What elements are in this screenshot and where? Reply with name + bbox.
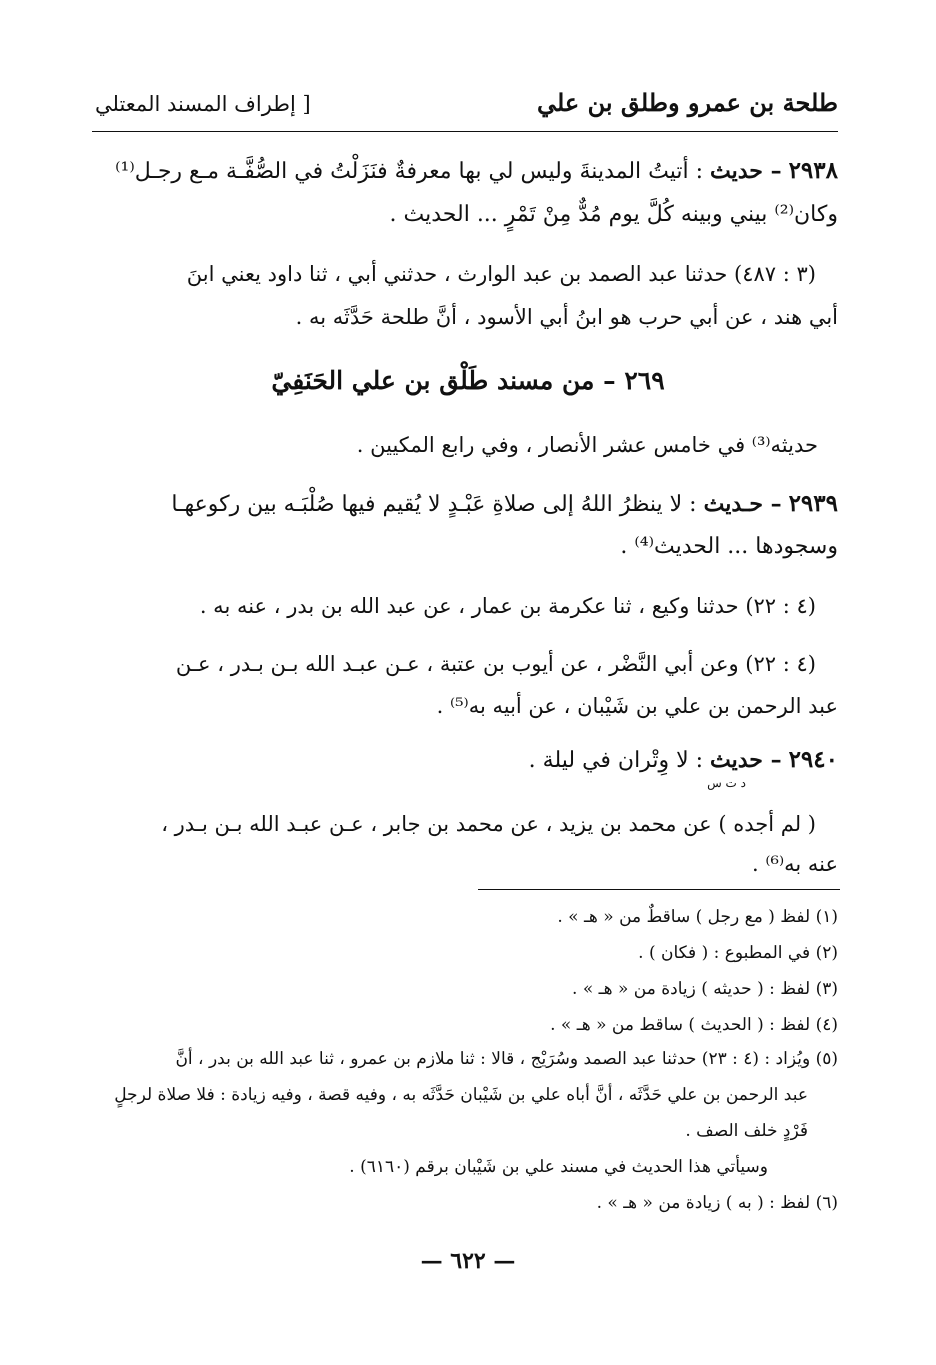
- isnad-2939-2-line-1: (٤ : ٢٢) وعن أبي النَّضْر ، عن أيوب بن عتبة ، عـن عبـد الله بـن بـدر ، عـن: [175, 652, 816, 676]
- hadith-2939-line-2: وسجودها ... الحديث⁽⁴⁾ .: [620, 534, 838, 559]
- footnote-5-line-2: عبد الرحمن بن علي حَدَّثَه ، أنَّ أباه علي بن شَيْبان حَدَّثَه به ، وفيه قصة ، وفيه زيادة : فلا صلاة لرجلٍ: [114, 1085, 808, 1105]
- hadith-text: : لا وِتْران في ليلة .: [528, 748, 704, 773]
- footnote-5-line-3: فَرْدٍ خلف الصف .: [685, 1121, 808, 1141]
- hadith-2938-line-1: [115, 157, 838, 184]
- section-intro: حديثه⁽³⁾ في خامس عشر الأنصار ، وفي رابع المكيين .: [356, 433, 818, 457]
- footnote-rule: [478, 889, 840, 890]
- footnote-3: (٣) لفظ : ( حديثه ) زيادة من « هـ » .: [572, 979, 838, 999]
- header-rule: [92, 131, 838, 132]
- footnote-4: (٤) لفظ : ( الحديث ) ساقط من « هـ » .: [550, 1015, 838, 1035]
- page-number: — ٦٢٢ —: [420, 1248, 516, 1274]
- running-title: طلحة بن عمرو وطلق بن علي: [536, 88, 838, 117]
- isnad-2939-2-line-2: عبد الرحمن بن علي بن شَيْبان ، عن أبيه به⁽⁵⁾ .: [436, 694, 838, 718]
- hadith-text: : لا ينظرُ اللهُ إلى صلاةِ عَبْـدٍ لا يُقيم فيها صُلْبَـه بين ركوعهـا: [171, 492, 697, 517]
- footnote-1: (١) لفظ ( مع رجل ) ساقطٌ من « هـ » .: [557, 907, 838, 927]
- section-heading: ٢٦٩ – من مسند طَلْق بن علي الحَنَفِيّ: [271, 366, 665, 395]
- hadith-keyword: – حديث: [710, 747, 782, 773]
- hadith-2939-line-1: [171, 490, 838, 517]
- hadith-number: ٢٩٤٠: [788, 746, 838, 773]
- footnote-5-line-4: وسيأتي هذا الحديث في مسند علي بن شَيْبان برقم (٦١٦٠) .: [349, 1157, 768, 1177]
- hadith-number: ٢٩٣٨: [788, 157, 838, 184]
- footnote-2: (٢) في المطبوع : ( فكان ) .: [638, 943, 838, 963]
- isnad-2938-line-1: (٣ : ٤٨٧) حدثنا عبد الصمد بن عبد الوارث ، حدثني أبي ، ثنا داود يعني ابنَ: [186, 262, 816, 286]
- hadith-number: ٢٩٣٩: [788, 490, 838, 517]
- hadith-text: : أتيتُ المدينةَ وليس لي بها معرفةٌ فنَزَلْتُ في الصُّفَّـة مـع رجـل⁽¹⁾: [115, 159, 704, 184]
- hadith-keyword: – حديث: [710, 158, 782, 184]
- hadith-2940-line-1: [529, 746, 838, 773]
- footnote-6: (٦) لفظ : ( به ) زيادة من « هـ » .: [596, 1193, 838, 1213]
- hadith-2938-line-2: وكان⁽²⁾ بيني وبينه كُلَّ يوم مُدٌّ مِنْ تَمْرٍ ... الحديث .: [389, 202, 838, 227]
- isnad-2938-line-2: أبي هند ، عن أبي حرب هو ابنُ أبي الأسود ، أنَّ طلحة حَدَّثَه به .: [295, 305, 838, 329]
- isnad-2940-line-2: عنه به⁽⁶⁾ .: [752, 852, 838, 876]
- isnad-2940-line-1: ( لم أجده ) عن محمد بن يزيد ، عن محمد بن جابر ، عـن عبـد الله بـن بـدر ،: [161, 812, 816, 836]
- book-title: [ إطراف المسند المعتلي: [95, 92, 311, 116]
- hadith-keyword: – حـديث: [703, 491, 782, 517]
- isnad-2939-1: (٤ : ٢٢) حدثنا وكيع ، ثنا عكرمة بن عمار ، عن عبد الله بن بدر ، عنه به .: [199, 594, 816, 618]
- hadith-sigla: د ت س: [707, 776, 746, 790]
- footnote-5-line-1: (٥) ويُزاد : (٤ : ٢٣) حدثنا عبد الصمد وسُرَيْج ، قالا : ثنا ملازم بن عمرو ، ثنا عبد الله بن بدر ، أنَّ: [175, 1049, 838, 1069]
